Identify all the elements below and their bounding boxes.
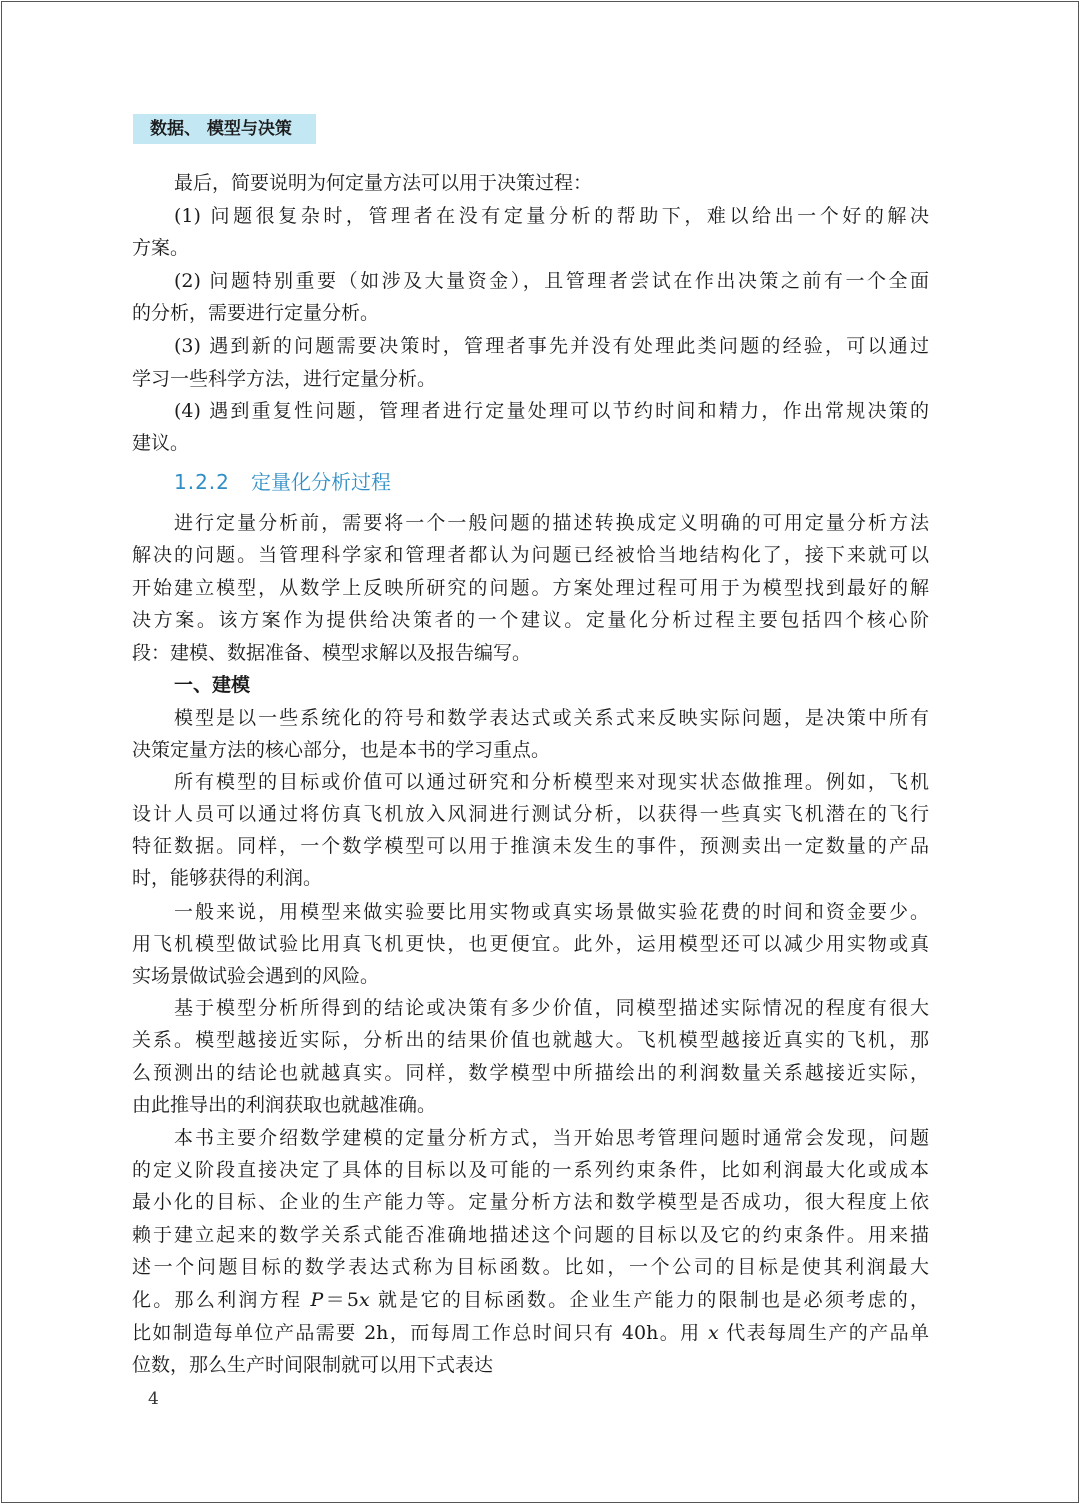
subsection-title: 定量化分析过程	[251, 470, 391, 494]
body-line: 最后，简要说明为何定量方法可以用于决策过程：	[174, 172, 593, 194]
body-line: (4) 遇到重复性问题，管理者进行定量处理可以节约时间和精力，作出常规决策的	[174, 400, 929, 422]
section-heading: 一、建模	[174, 674, 251, 696]
subsection-number: 1.2.2	[174, 470, 230, 494]
body-line: 所有模型的目标或价值可以通过研究和分析模型来对现实状态做推理。例如，飞机	[174, 771, 929, 793]
body-line: 设计人员可以通过将仿真飞机放入风洞进行测试分析，以获得一些真实飞机潜在的飞行	[132, 803, 929, 825]
body-line: 用飞机模型做试验比用真飞机更快，也更便宜。此外，运用模型还可以减少用实物或真	[132, 933, 929, 955]
body-line-variable: 比如制造每单位产品需要 2h，而每周工作总时间只有 40h。用 x 代表每周生产的产品单	[132, 1322, 929, 1344]
body-line: 学习一些科学方法，进行定量分析。	[132, 368, 437, 390]
body-line: 位数，那么生产时间限制就可以用下式表达	[132, 1354, 494, 1376]
body-line: 一般来说，用模型来做实验要比用实物或真实场景做实验花费的时间和资金要少。	[174, 901, 929, 923]
subsection-heading	[174, 469, 391, 495]
body-line: 实场景做试验会遇到的风险。	[132, 965, 380, 987]
body-line: 开始建立模型，从数学上反映所研究的问题。方案处理过程可用于为模型找到最好的解	[132, 577, 929, 599]
body-line: 段：建模、数据准备、模型求解以及报告编写。	[132, 642, 532, 664]
body-line: (3) 遇到新的问题需要决策时，管理者事先并没有处理此类问题的经验，可以通过	[174, 335, 929, 357]
math-variable: P	[310, 1289, 324, 1311]
page-number: 4	[148, 1389, 159, 1409]
body-line: 进行定量分析前，需要将一个一般问题的描述转换成定义明确的可用定量分析方法	[174, 512, 929, 534]
body-line-equation: 化。那么利润方程 P＝5x 就是它的目标函数。企业生产能力的限制也是必须考虑的，	[132, 1289, 929, 1311]
body-line: 的定义阶段直接决定了具体的目标以及可能的一系列约束条件，比如利润最大化或成本	[132, 1159, 929, 1181]
body-line: 的分析，需要进行定量分析。	[132, 302, 380, 324]
running-header: 数据、 模型与决策	[150, 119, 292, 139]
body-line: 由此推导出的利润获取也就越准确。	[132, 1094, 437, 1116]
body-line: 时，能够获得的利润。	[132, 867, 323, 889]
body-line: 决策定量方法的核心部分，也是本书的学习重点。	[132, 739, 551, 761]
body-line: (1) 问题很复杂时，管理者在没有定量分析的帮助下，难以给出一个好的解决	[174, 205, 929, 227]
body-line: 方案。	[132, 237, 190, 259]
body-line: 模型是以一些系统化的符号和数学表达式或关系式来反映实际问题，是决策中所有	[174, 707, 929, 729]
body-line: 关系。模型越接近实际，分析出的结果价值也就越大。飞机模型越接近真实的飞机，那	[132, 1029, 929, 1051]
body-line: 述一个问题目标的数学表达式称为目标函数。比如，一个公司的目标是使其利润最大	[132, 1256, 929, 1278]
body-line: 特征数据。同样，一个数学模型可以用于推演未发生的事件，预测卖出一定数量的产品	[132, 835, 929, 857]
body-line: 赖于建立起来的数学关系式能否准确地描述这个问题的目标以及它的约束条件。用来描	[132, 1224, 929, 1246]
math-variable: x	[708, 1322, 719, 1344]
body-line: 建议。	[132, 432, 190, 454]
book-page	[1, 1, 1079, 1503]
body-line: 基于模型分析所得到的结论或决策有多少价值，同模型描述实际情况的程度有很大	[174, 997, 929, 1019]
body-line: 最小化的目标、企业的生产能力等。定量分析方法和数学模型是否成功，很大程度上依	[132, 1191, 929, 1213]
math-variable: x	[359, 1289, 370, 1311]
body-line: 本书主要介绍数学建模的定量分析方式，当开始思考管理问题时通常会发现，问题	[174, 1127, 929, 1149]
body-line: (2) 问题特别重要（如涉及大量资金），且管理者尝试在作出决策之前有一个全面	[174, 270, 929, 292]
body-line: 决方案。该方案作为提供给决策者的一个建议。定量化分析过程主要包括四个核心阶	[132, 609, 929, 631]
body-line: 么预测出的结论也就越真实。同样，数学模型中所描绘出的利润数量关系越接近实际，	[132, 1062, 929, 1084]
body-line: 解决的问题。当管理科学家和管理者都认为问题已经被恰当地结构化了，接下来就可以	[132, 544, 929, 566]
